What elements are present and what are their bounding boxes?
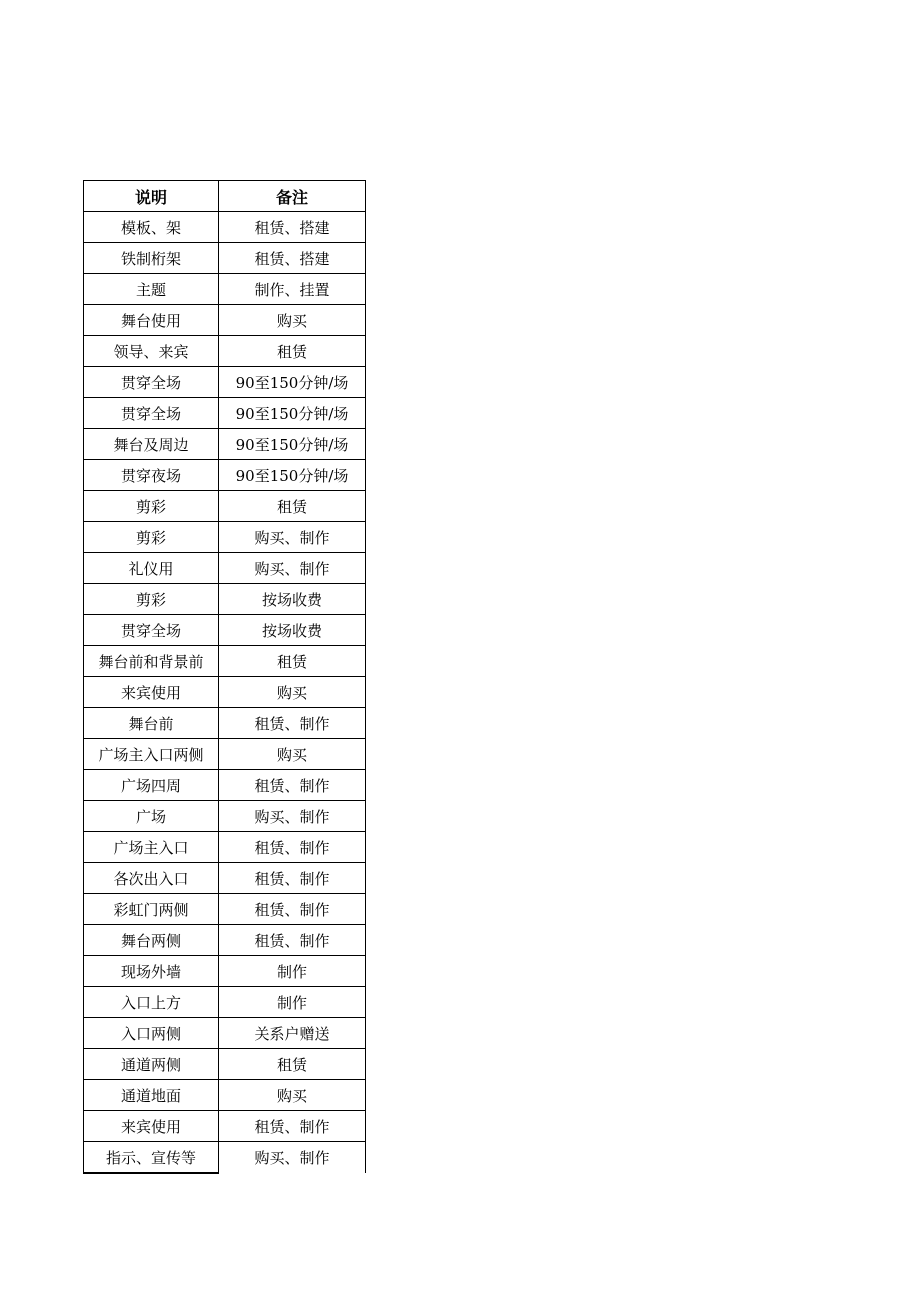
cell-description[interactable]: 舞台使用 — [84, 305, 219, 336]
table-row — [84, 336, 366, 367]
cell-description[interactable]: 铁制桁架 — [84, 243, 219, 274]
cell-description[interactable]: 广场主入口两侧 — [84, 739, 219, 770]
cell-remarks[interactable]: 租赁、制作 — [219, 770, 366, 801]
table-row — [84, 522, 366, 553]
column-header-remarks[interactable]: 备注 — [219, 181, 366, 212]
cell-remarks[interactable]: 购买、制作 — [219, 522, 366, 553]
cell-description[interactable]: 舞台前和背景前 — [84, 646, 219, 677]
table-row — [84, 708, 366, 739]
cell-remarks[interactable]: 购买 — [219, 677, 366, 708]
cell-remarks[interactable]: 制作 — [219, 956, 366, 987]
cell-remarks[interactable]: 购买 — [219, 739, 366, 770]
cell-remarks[interactable]: 购买 — [219, 1080, 366, 1111]
cell-description[interactable]: 模板、架 — [84, 212, 219, 243]
table-row — [84, 677, 366, 708]
cell-remarks[interactable]: 按场收费 — [219, 615, 366, 646]
cell-description[interactable]: 舞台前 — [84, 708, 219, 739]
cell-remarks[interactable]: 购买、制作 — [219, 553, 366, 584]
cell-remarks[interactable]: 按场收费 — [219, 584, 366, 615]
cell-remarks[interactable]: 租赁、搭建 — [219, 243, 366, 274]
table-row — [84, 398, 366, 429]
cell-description[interactable]: 舞台及周边 — [84, 429, 219, 460]
cell-description[interactable]: 广场 — [84, 801, 219, 832]
table-row — [84, 615, 366, 646]
table-row — [84, 491, 366, 522]
cell-description[interactable]: 礼仪用 — [84, 553, 219, 584]
table-row — [84, 956, 366, 987]
table-row — [84, 460, 366, 491]
cell-remarks[interactable]: 租赁 — [219, 491, 366, 522]
spreadsheet-table — [83, 180, 366, 1174]
cell-description[interactable]: 剪彩 — [84, 522, 219, 553]
cell-description[interactable]: 剪彩 — [84, 584, 219, 615]
cell-remarks[interactable]: 租赁、搭建 — [219, 212, 366, 243]
column-header-description[interactable]: 说明 — [84, 181, 219, 212]
cell-description[interactable]: 各次出入口 — [84, 863, 219, 894]
table-row — [84, 553, 366, 584]
cell-remarks[interactable]: 租赁、制作 — [219, 832, 366, 863]
cell-description[interactable]: 广场主入口 — [84, 832, 219, 863]
cell-description[interactable]: 贯穿全场 — [84, 615, 219, 646]
table-row — [84, 367, 366, 398]
cell-description[interactable]: 入口两侧 — [84, 1018, 219, 1049]
cell-remarks[interactable]: 购买 — [219, 305, 366, 336]
cell-remarks[interactable]: 租赁、制作 — [219, 708, 366, 739]
table-row — [84, 801, 366, 832]
cell-description[interactable]: 广场四周 — [84, 770, 219, 801]
table-row — [84, 243, 366, 274]
cell-description[interactable]: 贯穿夜场 — [84, 460, 219, 491]
table-row — [84, 987, 366, 1018]
table-row — [84, 1111, 366, 1142]
cell-remarks[interactable]: 租赁、制作 — [219, 1111, 366, 1142]
table-row — [84, 925, 366, 956]
cell-description[interactable]: 贯穿全场 — [84, 398, 219, 429]
cell-description[interactable]: 通道两侧 — [84, 1049, 219, 1080]
cell-remarks[interactable]: 购买、制作 — [219, 1142, 366, 1174]
table-row — [84, 863, 366, 894]
cell-description[interactable]: 领导、来宾 — [84, 336, 219, 367]
table-row — [84, 1142, 366, 1174]
table-row — [84, 1049, 366, 1080]
cell-description[interactable]: 入口上方 — [84, 987, 219, 1018]
cell-remarks[interactable]: 租赁 — [219, 1049, 366, 1080]
cell-description[interactable]: 主题 — [84, 274, 219, 305]
cell-remarks[interactable]: 制作、挂置 — [219, 274, 366, 305]
table-row — [84, 770, 366, 801]
table-row — [84, 894, 366, 925]
table-row — [84, 212, 366, 243]
cell-description[interactable]: 通道地面 — [84, 1080, 219, 1111]
cell-description[interactable]: 彩虹门两侧 — [84, 894, 219, 925]
table-row — [84, 739, 366, 770]
cell-remarks[interactable]: 制作 — [219, 987, 366, 1018]
table-row — [84, 305, 366, 336]
cell-remarks[interactable]: 租赁、制作 — [219, 925, 366, 956]
cell-description[interactable]: 来宾使用 — [84, 1111, 219, 1142]
cell-description[interactable]: 剪彩 — [84, 491, 219, 522]
table-body — [84, 212, 366, 1174]
cell-description[interactable]: 现场外墙 — [84, 956, 219, 987]
cell-remarks[interactable]: 90至150分钟/场 — [219, 429, 366, 460]
table-row — [84, 646, 366, 677]
cell-remarks[interactable]: 90至150分钟/场 — [219, 367, 366, 398]
header-row — [84, 181, 366, 212]
cell-remarks[interactable]: 租赁、制作 — [219, 894, 366, 925]
table-row — [84, 832, 366, 863]
table-row — [84, 1080, 366, 1111]
cell-remarks[interactable]: 90至150分钟/场 — [219, 460, 366, 491]
cell-remarks[interactable]: 购买、制作 — [219, 801, 366, 832]
cell-description[interactable]: 来宾使用 — [84, 677, 219, 708]
cell-remarks[interactable]: 租赁 — [219, 336, 366, 367]
table-row — [84, 1018, 366, 1049]
cell-description[interactable]: 舞台两侧 — [84, 925, 219, 956]
table-row — [84, 584, 366, 615]
table-row — [84, 429, 366, 460]
cell-description[interactable]: 贯穿全场 — [84, 367, 219, 398]
cell-remarks[interactable]: 90至150分钟/场 — [219, 398, 366, 429]
cell-remarks[interactable]: 租赁、制作 — [219, 863, 366, 894]
cell-remarks[interactable]: 关系户赠送 — [219, 1018, 366, 1049]
cell-remarks[interactable]: 租赁 — [219, 646, 366, 677]
table-row — [84, 274, 366, 305]
cell-description[interactable]: 指示、宣传等 — [84, 1142, 219, 1174]
